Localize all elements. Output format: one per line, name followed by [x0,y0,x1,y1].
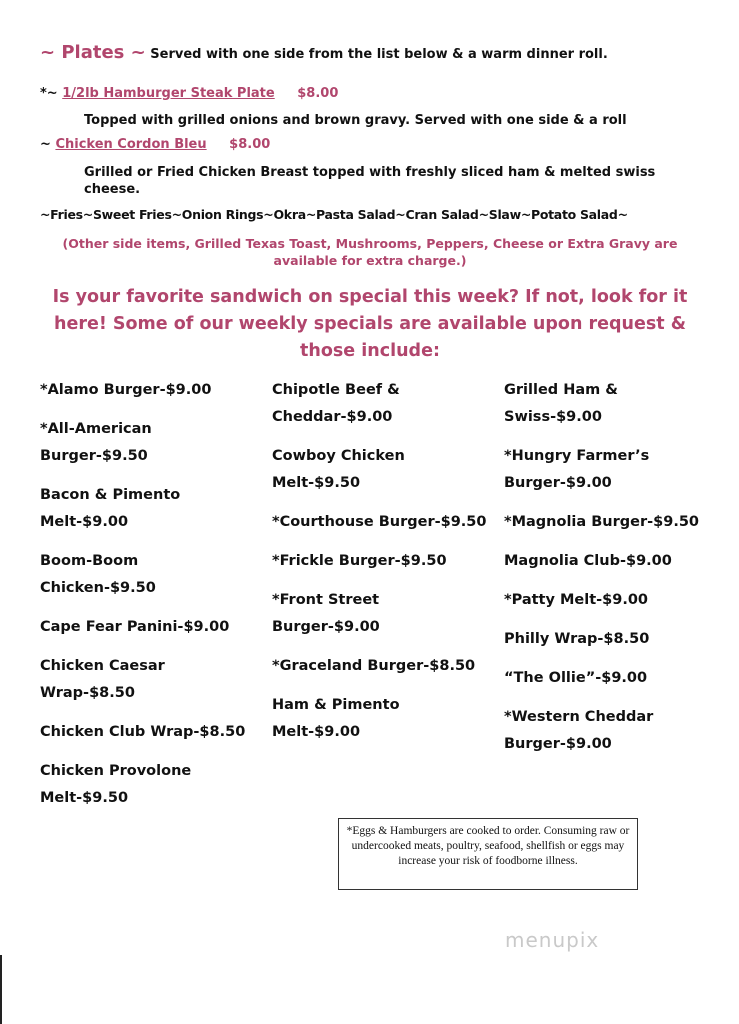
special-item: “The Ollie”-$9.00 [504,670,648,686]
plates-subtitle: Served with one side from the list below & a warm dinner roll. [150,47,608,62]
item-prefix: ~ [40,137,51,152]
special-item: Boom-Boom Chicken-$9.50 [40,553,156,596]
special-item: Bacon & Pimento Melt-$9.00 [40,487,181,530]
special-item: *Magnolia Burger-$9.50 [504,514,700,530]
item-name: Chicken Cordon Bleu [55,137,207,152]
special-item: Chipotle Beef & Cheddar-$9.00 [272,382,400,425]
special-item: *Courthouse Burger-$9.50 [272,514,487,530]
special-item: *All-American Burger-$9.50 [40,421,152,464]
special-item: Grilled Ham & Swiss-$9.00 [504,382,618,425]
item-name: 1/2lb Hamburger Steak Plate [62,86,275,101]
special-item: Philly Wrap-$8.50 [504,631,650,647]
scan-edge [0,955,2,1024]
menu-item-chicken-cordon-bleu [40,137,270,152]
special-item: *Patty Melt-$9.00 [504,592,649,608]
special-item: Chicken Club Wrap-$8.50 [40,724,246,740]
special-item: Chicken Caesar Wrap-$8.50 [40,658,165,701]
specials-column-2 [272,377,487,758]
special-item: Cape Fear Panini-$9.00 [40,619,230,635]
plates-header [40,42,608,63]
specials-column-1 [40,377,255,824]
special-item: *Alamo Burger-$9.00 [40,382,212,398]
special-item: *Hungry Farmer’s Burger-$9.00 [504,448,650,491]
item-description: Grilled or Fried Chicken Breast topped with freshly sliced ham & melted swiss cheese. [84,165,656,197]
special-item: Chicken Provolone Melt-$9.50 [40,763,192,806]
special-item: *Graceland Burger-$8.50 [272,658,476,674]
item-price: $8.00 [297,86,339,101]
extra-charge-note: (Other side items, Grilled Texas Toast, Mushrooms, Peppers, Cheese or Extra Gravy are available for extra charge.) [62,236,678,268]
special-item: *Western Cheddar Burger-$9.00 [504,709,654,752]
specials-column-3 [504,377,719,770]
plates-title: ~ Plates ~ [40,42,146,63]
menu-item-hamburger-steak [40,86,338,101]
special-item: Magnolia Club-$9.00 [504,553,672,569]
watermark-logo: menupix [505,928,600,952]
food-safety-notice: *Eggs & Hamburgers are cooked to order. Consuming raw or undercooked meats, poultry, seafood, shellfish or eggs may increase your risk of foodborne illness. [338,818,638,890]
sides-list: ~Fries~Sweet Fries~Onion Rings~Okra~Pasta Salad~Cran Salad~Slaw~Potato Salad~ [40,207,628,222]
special-item: *Front Street Burger-$9.00 [272,592,380,635]
item-description: Topped with grilled onions and brown gravy. Served with one side & a roll [84,113,627,128]
item-price: $8.00 [229,137,271,152]
special-item: Cowboy Chicken Melt-$9.50 [272,448,405,491]
item-prefix: *~ [40,86,58,101]
special-item: *Frickle Burger-$9.50 [272,553,447,569]
specials-heading: Is your favorite sandwich on special this week? If not, look for it here! Some of our weekly specials are available upon request & those include: [52,287,688,361]
special-item: Ham & Pimento Melt-$9.00 [272,697,400,740]
